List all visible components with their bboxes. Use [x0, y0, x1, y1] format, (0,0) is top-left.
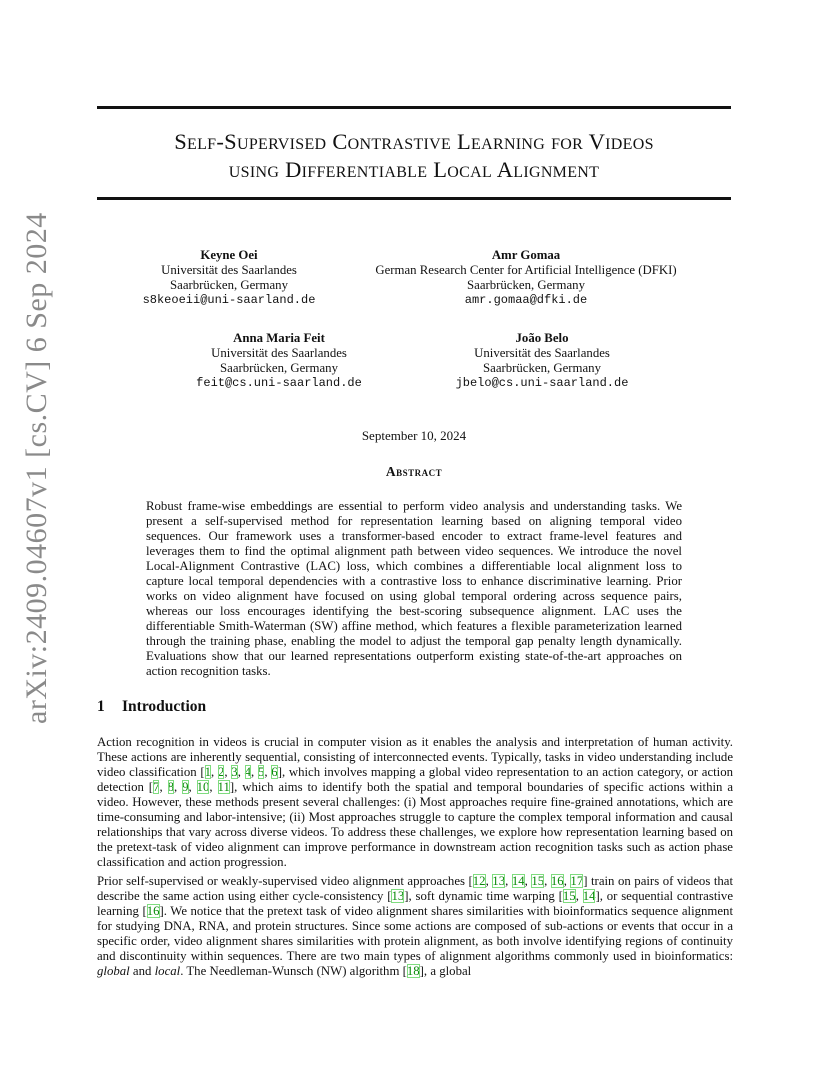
section-heading	[97, 698, 206, 716]
paragraph-text: Prior self-supervised or weakly-supervised video alignment approaches [	[97, 874, 473, 888]
citation-link[interactable]: 7	[153, 780, 160, 794]
citation-link[interactable]: 17	[570, 874, 584, 888]
intro-paragraph-2	[97, 874, 733, 979]
citation-link[interactable]: 16	[146, 904, 160, 918]
author-block	[130, 248, 328, 308]
author-name: João Belo	[515, 331, 569, 345]
paragraph-text: ,	[524, 874, 532, 888]
paragraph-text: ,	[563, 874, 571, 888]
citation-link[interactable]: 14	[582, 889, 596, 903]
paragraph-text: Action recognition in videos is crucial in computer vision as it enables the analysis and interpretation of human activity. These actions are inherently sequential, consisting of interconnected events. Typically, tasks in video understanding include video classification [	[97, 735, 733, 779]
paragraph-text: ], soft dynamic time warping [	[404, 889, 563, 903]
paragraph-text: ,	[575, 889, 583, 903]
abstract-text: Robust frame-wise embeddings are essential to perform video analysis and understanding tasks. We present a self-supervised method for representation learning based on aligning temporal video sequences. Our framework uses a transformer-based encoder to extract frame-level features and leverages them to find the optimal alignment path between video sequences. We introduce the novel Local-Alignment Contrastive (LAC) loss, which combines a differentiable local alignment loss to capture local temporal dependencies with a contrastive loss to enhance discriminative learning. Prior works on video alignment have focused on using global temporal ordering across sequence pairs, whereas our loss encourages identifying the best-scoring subsequence alignment. LAC uses the differentiable Smith-Waterman (SW) affine method, which features a flexible parameterization learned through the training phase, enabling the model to adjust the temporal gap penalty length dynamically. Evaluations show that our learned representations outperform existing state-of-the-art approaches on action recognition tasks.	[146, 499, 682, 678]
citation-link[interactable]: 2	[217, 765, 225, 779]
paragraph-text: ], a global	[419, 964, 472, 978]
section-title: Introduction	[122, 698, 207, 715]
abstract-heading: Abstract	[385, 464, 443, 479]
citation-link[interactable]: 13	[391, 889, 405, 903]
citation-link[interactable]: 5	[257, 765, 265, 779]
title-top-rule	[97, 106, 731, 109]
paragraph-text: ,	[211, 765, 218, 779]
intro-paragraph-1	[97, 735, 733, 870]
citation-link[interactable]: 12	[472, 874, 486, 888]
paragraph-text: and	[129, 964, 155, 978]
author-location: Saarbrücken, Germany	[467, 278, 585, 292]
author-name: Amr Gomaa	[491, 248, 561, 262]
citation-link[interactable]: 10	[196, 780, 210, 794]
author-email[interactable]: s8keoeii@uni-saarland.de	[142, 293, 316, 307]
paragraph-text: ,	[485, 874, 493, 888]
author-affiliation: Universität des Saarlandes	[161, 263, 297, 277]
paragraph-text: ], which aims to identify both the spatial and temporal boundaries of specific actions within a video. However, these methods present several challenges: (i) Most approaches require fine-grained annotations, which are time-consuming and labor-intensive; (ii) Most approaches struggle to capture the complex temporal information and causal relationships that vary across diverse videos. To address these challenges, we explore how representation learning based on the pretext-task of video alignment can improve performance in downstream action recognition tasks such as action phase classification and action progression.	[97, 780, 733, 869]
author-affiliation: Universität des Saarlandes	[474, 346, 610, 360]
paper-title	[97, 128, 731, 184]
citation-link[interactable]: 15	[531, 874, 545, 888]
title-bottom-rule	[97, 197, 731, 200]
author-block	[360, 248, 692, 308]
paragraph-text: ], or sequential contrastive learning [	[97, 889, 734, 918]
arxiv-identifier: arXiv:2409.04607v1 [cs.CV] 6 Sep 2024	[20, 212, 53, 724]
citation-link[interactable]: 3	[231, 765, 238, 779]
paragraph-text: ,	[159, 780, 168, 794]
citation-link[interactable]: 14	[511, 874, 525, 888]
citation-link[interactable]: 1	[204, 765, 212, 779]
paragraph-text: . The Needleman-Wunsch (NW) algorithm [	[180, 964, 407, 978]
citation-link[interactable]: 9	[182, 780, 189, 794]
paragraph-text: ,	[188, 780, 197, 794]
citation-link[interactable]: 15	[562, 889, 576, 903]
author-location: Saarbrücken, Germany	[220, 361, 338, 375]
paragraph-text: ,	[224, 765, 232, 779]
author-email[interactable]: jbelo@cs.uni-saarland.de	[455, 376, 629, 390]
author-email[interactable]: feit@cs.uni-saarland.de	[196, 376, 362, 390]
paragraph-text: ]. We notice that the pretext task of video alignment shares similarities with bioinformatics sequence alignment for studying DNA, RNA, and protein structures. Since some actions are composed of sub-actions or events that occur in a specific order, video alignment shares similarities with protein alignment, as both involve identifying regions of continuity and discontinuity within sequences. There are two main types of alignment algorithms commonly used in bioinformatics:	[97, 904, 734, 963]
paragraph-text: ,	[251, 765, 258, 779]
paragraph-text: ,	[209, 780, 218, 794]
paragraph-text: ,	[237, 765, 245, 779]
author-location: Saarbrücken, Germany	[483, 361, 601, 375]
paragraph-text: ,	[174, 780, 183, 794]
author-name: Anna Maria Feit	[233, 331, 325, 345]
paper-date: September 10, 2024	[361, 428, 467, 443]
author-name: Keyne Oei	[200, 248, 258, 262]
title-line-1: Self-Supervised Contrastive Learning for Videos	[174, 129, 654, 154]
author-affiliation: Universität des Saarlandes	[211, 346, 347, 360]
author-affiliation: German Research Center for Artificial Intelligence (DFKI)	[375, 263, 677, 277]
paragraph-text: ,	[544, 874, 551, 888]
section-number: 1	[97, 698, 105, 715]
emphasis-text: global	[97, 964, 130, 978]
emphasis-text: local	[154, 964, 181, 978]
author-block	[186, 331, 372, 391]
paragraph-text: ,	[505, 874, 512, 888]
author-block	[447, 331, 637, 391]
title-line-2: using Differentiable Local Alignment	[228, 157, 600, 182]
citation-link[interactable]: 16	[550, 874, 564, 888]
citation-link[interactable]: 6	[271, 765, 278, 779]
paragraph-text: ,	[264, 765, 272, 779]
citation-link[interactable]: 13	[492, 874, 506, 888]
citation-link[interactable]: 4	[244, 765, 252, 779]
citation-link[interactable]: 11	[217, 780, 230, 794]
author-location: Saarbrücken, Germany	[170, 278, 288, 292]
author-email[interactable]: amr.gomaa@dfki.de	[464, 293, 588, 307]
paragraph-text: ] train on pairs of videos that describe the same action using either cycle-consistency [	[97, 874, 734, 903]
citation-link[interactable]: 18	[406, 964, 420, 978]
paragraph-text: ], which involves mapping a global video representation to an action category, or action detection [	[97, 765, 734, 794]
citation-link[interactable]: 8	[167, 780, 174, 794]
